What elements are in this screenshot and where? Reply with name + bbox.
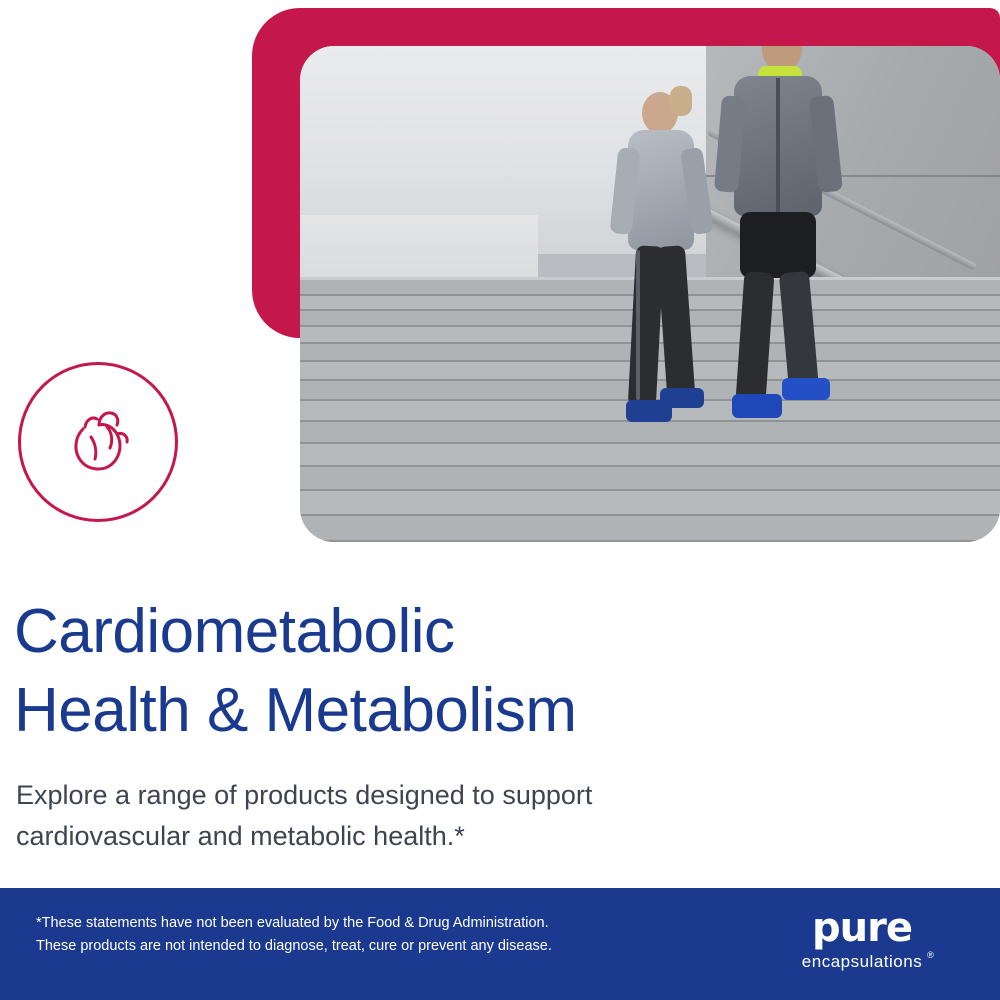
brand-subtitle-wrap xyxy=(801,950,935,972)
footer xyxy=(0,888,1000,1000)
runner-male xyxy=(710,46,860,446)
runner-jacket xyxy=(628,130,694,250)
runner-leg-left xyxy=(736,271,775,403)
page-title xyxy=(14,592,974,751)
runner-shoe-left xyxy=(732,394,782,418)
runner-stripe xyxy=(636,250,640,400)
page-subtitle xyxy=(16,775,876,856)
brand-name: pure xyxy=(812,905,912,951)
disclaimer-line1: *These statements have not been evaluated by the Food & Drug Administration. xyxy=(36,915,549,931)
hero-photo xyxy=(300,46,1000,542)
page-subtitle-line2: cardiovascular and metabolic health.* xyxy=(16,820,465,851)
page-subtitle-line1: Explore a range of products designed to support xyxy=(16,780,593,810)
registered-mark: ® xyxy=(927,950,935,960)
heart-icon xyxy=(55,399,141,485)
disclaimer-text xyxy=(36,912,676,958)
brand-logo xyxy=(732,905,992,972)
runner-shoe-right xyxy=(782,378,830,400)
runner-ponytail xyxy=(670,86,692,116)
runner-zipper xyxy=(776,78,780,214)
runner-leg-right xyxy=(779,271,819,393)
disclaimer-line2: These products are not intended to diagnose, treat, cure or prevent any disease. xyxy=(36,938,552,955)
page-title-line1: Cardiometabolic xyxy=(14,597,455,666)
brand-subtitle: encapsulations xyxy=(801,952,923,971)
runner-leg-right xyxy=(657,245,695,397)
runner-shoe-right xyxy=(660,388,704,408)
heart-badge xyxy=(18,362,178,522)
runner-shorts xyxy=(740,212,816,278)
page-title-line2: Health & Metabolism xyxy=(14,676,577,746)
